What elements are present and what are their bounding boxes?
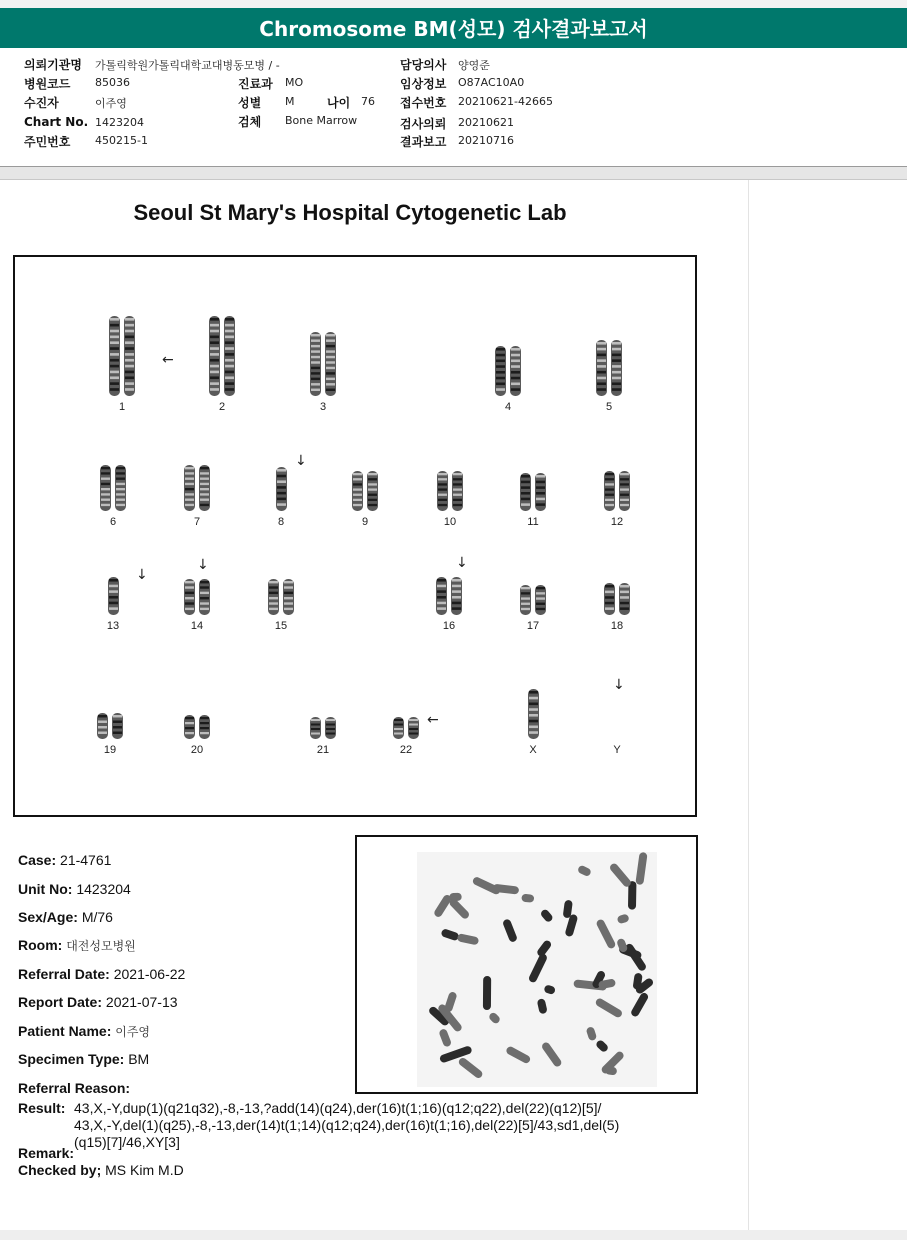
doctor-value: 양영준 — [458, 59, 490, 72]
metaphase-panel — [355, 835, 698, 1094]
room-value: 대전성모병원 — [66, 939, 136, 953]
chromosome-label-10: 10 — [443, 516, 457, 528]
karyogram-panel — [13, 255, 697, 817]
chromosome-2 — [209, 316, 235, 413]
chromosome-label-3: 3 — [319, 401, 327, 413]
chromosome-20 — [184, 715, 210, 756]
chromosome-label-11: 11 — [527, 516, 539, 528]
chromosome-3 — [310, 332, 336, 413]
chromosome-12 — [604, 471, 630, 528]
receipt-label: 접수번호 — [400, 96, 447, 110]
chromosome-7 — [184, 465, 210, 528]
hospital-code-label: 병원코드 — [24, 77, 71, 91]
chromosome-label-12: 12 — [610, 516, 624, 528]
patient-name-value: 이주영 — [115, 1025, 151, 1039]
patient-label: 수진자 — [24, 96, 59, 110]
patient-info-panel — [0, 48, 907, 167]
result-label: Result: — [18, 1100, 66, 1116]
specimen-label: 검체 — [238, 115, 262, 129]
age-value: 76 — [361, 95, 375, 108]
specimen-type-label: Specimen Type: — [18, 1051, 125, 1067]
request-value: 20210621 — [458, 116, 514, 129]
patient-name-label: Patient Name: — [18, 1023, 112, 1039]
section-separator — [0, 167, 907, 180]
chromosome-8 — [276, 467, 287, 528]
unit-value: 1423204 — [76, 881, 131, 897]
chromosome-18 — [604, 583, 630, 632]
chromosome-label-2: 2 — [218, 401, 226, 413]
result-line-3: (q15)[7]/46,XY[3] — [74, 1134, 180, 1150]
chromosome-14 — [184, 579, 210, 632]
remark-label: Remark: — [18, 1145, 75, 1161]
chromosome-6 — [100, 465, 126, 528]
chromosome-4 — [495, 346, 521, 413]
report-banner-title: Chromosome BM(성모) 검사결과보고서 — [0, 8, 907, 48]
chromosome-9 — [352, 471, 378, 528]
chromosome-label-18: 18 — [610, 620, 624, 632]
abnormality-arrow-icon: ↓ — [197, 557, 209, 573]
karyogram-figure — [15, 257, 695, 815]
chart-label: Chart No. — [24, 115, 89, 129]
specimen-type-field — [18, 1051, 149, 1067]
unit-field — [18, 881, 131, 897]
chromosome-label-7: 7 — [193, 516, 201, 528]
chart-value: 1423204 — [95, 116, 144, 129]
result-label-field — [18, 1100, 65, 1116]
resident-label: 주민번호 — [24, 135, 71, 149]
lab-title: Seoul St Mary's Hospital Cytogenetic Lab — [133, 200, 567, 225]
abnormality-arrow-icon: ↓ — [613, 677, 625, 693]
metaphase-chromosome — [483, 976, 491, 1010]
chromosome-10 — [437, 471, 463, 528]
case-field — [18, 852, 111, 868]
age-label: 나이 — [327, 96, 351, 110]
abnormality-arrow-icon: ← — [427, 712, 439, 728]
chromosome-label-Y: Y — [613, 744, 621, 756]
dept-value: MO — [285, 76, 304, 89]
chromosome-label-1: 1 — [118, 401, 126, 413]
chromosome-label-13: 13 — [106, 620, 120, 632]
result-line-2: 43,X,-Y,del(1)(q25),-8,-13,der(14)t(1;14)(q12;q24),der(16)t(1;16),del(22)[5]/43,sd1,del(5) — [74, 1117, 620, 1133]
checked-field — [18, 1162, 184, 1178]
request-label: 검사의뢰 — [400, 117, 447, 131]
report-date-label: Report Date: — [18, 994, 103, 1010]
chromosome-label-14: 14 — [190, 620, 204, 632]
referral-reason-label: Referral Reason: — [18, 1080, 131, 1096]
clinical-value: O87AC10A0 — [458, 76, 525, 89]
case-label: Case: — [18, 852, 57, 868]
clinical-label: 임상정보 — [400, 77, 447, 91]
checked-value: MS Kim M.D — [105, 1162, 184, 1178]
chromosome-label-9: 9 — [361, 516, 369, 528]
report-value: 20210716 — [458, 134, 514, 147]
sexage-value: M/76 — [81, 909, 113, 925]
sexage-label: Sex/Age: — [18, 909, 78, 925]
sex-label: 성별 — [238, 96, 262, 110]
checked-label: Checked by; — [18, 1162, 102, 1178]
case-value: 21-4761 — [60, 852, 112, 868]
patient-value: 이주영 — [95, 97, 127, 110]
receipt-value: 20210621-42665 — [458, 95, 553, 108]
resident-value: 450215-1 — [95, 134, 148, 147]
chromosome-label-22: 22 — [399, 744, 413, 756]
specimen-value: Bone Marrow — [285, 114, 358, 127]
chromosome-X — [528, 689, 539, 756]
referral-date-label: Referral Date: — [18, 966, 110, 982]
chromosome-label-X: X — [529, 744, 537, 756]
report-date-field — [18, 994, 178, 1010]
specimen-type-value: BM — [128, 1051, 150, 1067]
institution-label: 의뢰기관명 — [24, 58, 82, 72]
chromosome-label-4: 4 — [504, 401, 512, 413]
chromosome-17 — [520, 585, 546, 632]
sexage-field — [18, 909, 113, 925]
chromosome-label-21: 21 — [316, 744, 330, 756]
chromosome-21 — [310, 717, 336, 756]
chromosome-label-17: 17 — [526, 620, 540, 632]
institution-value: 가톨릭학원가톨릭대학교대병동모병 / - — [95, 59, 280, 72]
result-line-1: 43,X,-Y,dup(1)(q21q32),-8,-13,?add(14)(q24),der(16)t(1;16)(q12;q22),del(22)(q12)[5]/ — [74, 1100, 602, 1116]
chromosome-11 — [520, 473, 546, 528]
abnormality-arrow-icon: ↓ — [136, 567, 148, 583]
chromosome-16 — [436, 577, 462, 632]
chromosome-5 — [596, 340, 622, 413]
room-field — [18, 937, 136, 954]
doctor-label: 담당의사 — [400, 58, 447, 72]
dept-label: 진료과 — [238, 77, 273, 91]
chromosome-label-6: 6 — [109, 516, 117, 528]
chromosome-label-8: 8 — [277, 516, 285, 528]
chromosome-Y — [613, 744, 621, 756]
report-label: 결과보고 — [400, 135, 447, 149]
chromosome-19 — [97, 713, 123, 756]
chromosome-22 — [393, 717, 419, 756]
unit-label: Unit No: — [18, 881, 73, 897]
chromosome-label-15: 15 — [274, 620, 288, 632]
chromosome-label-19: 19 — [103, 744, 117, 756]
referral-date-value: 2021-06-22 — [113, 966, 186, 982]
bottom-band — [0, 1230, 907, 1240]
report-date-value: 2021-07-13 — [105, 994, 178, 1010]
chromosome-1 — [109, 316, 135, 413]
result-text — [74, 1100, 674, 1151]
referral-reason-field — [18, 1080, 130, 1096]
remark-field — [18, 1145, 74, 1161]
right-gutter — [748, 180, 907, 1230]
abnormality-arrow-icon: ← — [162, 352, 174, 368]
hospital-code-value: 85036 — [95, 76, 130, 89]
chromosome-label-20: 20 — [190, 744, 204, 756]
chromosome-13 — [107, 577, 119, 632]
chromosome-label-16: 16 — [442, 620, 456, 632]
room-label: Room: — [18, 937, 63, 953]
sex-value: M — [285, 95, 295, 108]
chromosome-label-5: 5 — [605, 401, 613, 413]
abnormality-arrow-icon: ↓ — [295, 453, 307, 469]
metaphase-spread-figure — [357, 837, 696, 1092]
referral-date-field — [18, 966, 185, 982]
abnormality-arrow-icon: ↓ — [456, 555, 468, 571]
chromosome-15 — [268, 579, 294, 632]
patient-name-field — [18, 1023, 150, 1040]
